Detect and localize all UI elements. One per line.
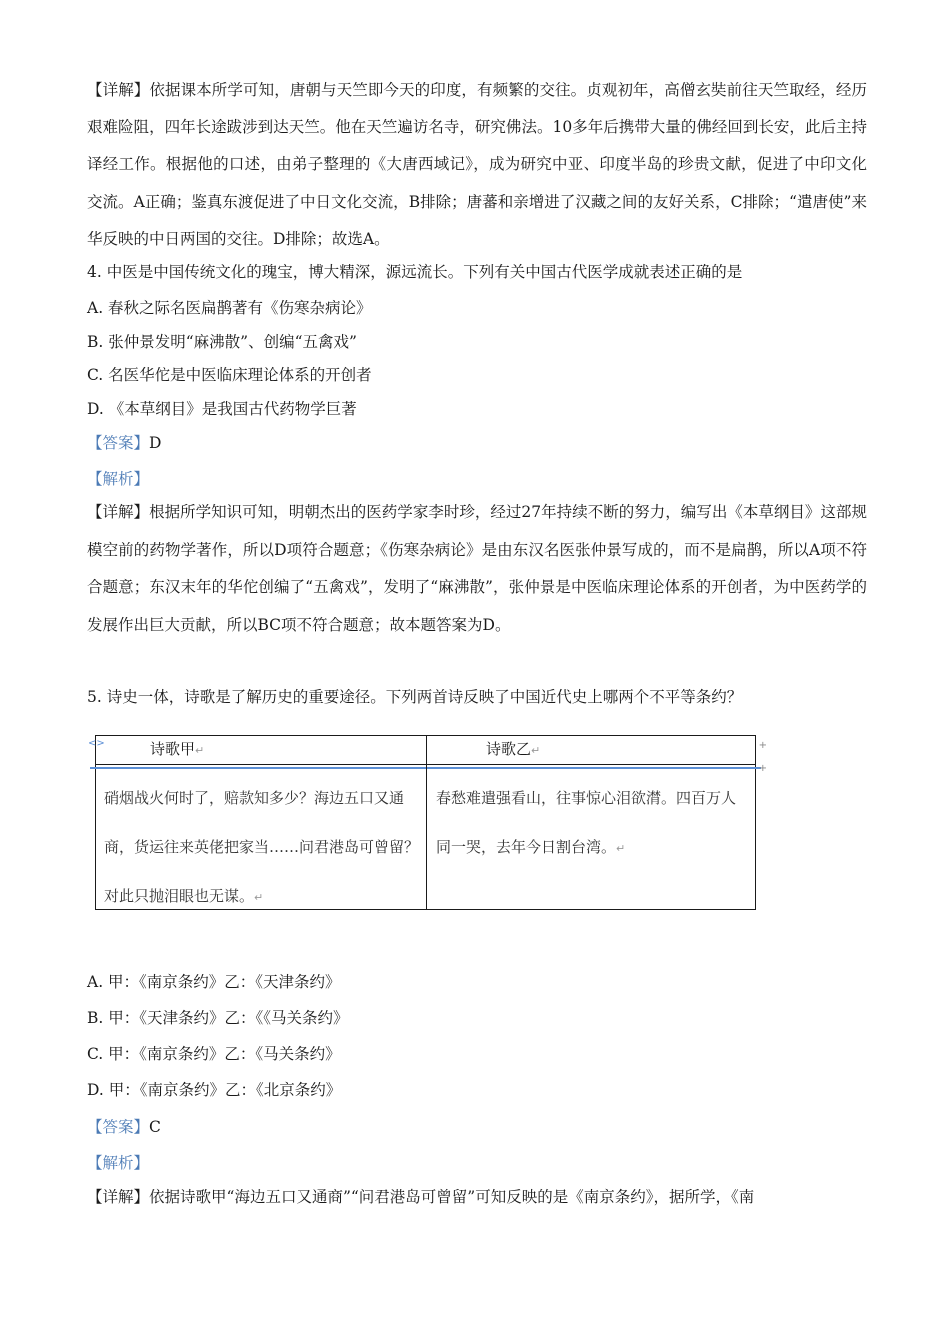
q4-option-c: C. 名医华佗是中医临床理论体系的开创者 bbox=[87, 366, 372, 384]
poem-table bbox=[88, 735, 767, 910]
poem-a-cell[interactable] bbox=[104, 774, 422, 922]
q5-analysis-tag: 【解析】 bbox=[87, 1154, 150, 1172]
q5-option-b: B. 甲：《天津条约》乙：《《马关条约》 bbox=[87, 1009, 349, 1027]
q5-stem: 5. 诗史一体，诗歌是了解历史的重要途径。下列两首诗反映了中国近代史上哪两个不平等条约？ bbox=[87, 688, 743, 706]
q5-option-a: A. 甲：《南京条约》乙：《天津条约》 bbox=[87, 973, 341, 991]
detail-tag: 【详解】 bbox=[87, 81, 150, 99]
return-mark: ↵ bbox=[616, 842, 626, 855]
answer-tag: 【答案】 bbox=[87, 1118, 150, 1136]
q4-analysis-tag: 【解析】 bbox=[87, 470, 150, 488]
table-column-divider[interactable] bbox=[426, 736, 427, 909]
q4-detail-text: 根据所学知识可知，明朝杰出的医药学家李时珍，经过27年持续不断的努力，编写出《本草纲目》这部规模空前的药物学著作，所以D项符合题意；《伤寒杂病论》是由东汉名医张仲景写成的，而不是扁鹊，所以A项不符合题意；东汉末年的华佗创编了“五禽戏”，发明了“麻沸散”，张仲景是中医临床理论体系的开创者，为中医药学的发展作出巨大贡献，所以BC项不符合题意；故本题答案为D。 bbox=[87, 503, 867, 634]
q4-answer-line bbox=[87, 425, 867, 462]
insert-row-plus-icon[interactable]: + bbox=[758, 740, 767, 751]
q5-answer: C bbox=[149, 1118, 161, 1136]
poem-b-text: 春愁难遣强看山，往事惊心泪欲潸。四百万人同一哭，去年今日割台湾。 bbox=[436, 789, 737, 856]
table-header-poem-a bbox=[150, 736, 204, 764]
q5-answer-line bbox=[87, 1109, 867, 1146]
poem-b-cell[interactable] bbox=[436, 774, 750, 873]
q5-detail-text: 依据诗歌甲“海边五口又通商”“问君港岛可曾留”可知反映的是《南京条约》，据所学，《南 bbox=[149, 1188, 755, 1206]
q3-detail-paragraph bbox=[87, 72, 867, 258]
q5-option-c: C. 甲：《南京条约》乙：《马关条约》 bbox=[87, 1045, 341, 1063]
header-b-text: 诗歌乙 bbox=[486, 740, 532, 758]
insert-row-plus-icon-2[interactable]: + bbox=[758, 763, 767, 774]
q5-detail-paragraph bbox=[87, 1179, 867, 1216]
q3-detail-text: 依据课本所学可知，唐朝与天竺即今天的印度，有频繁的交往。贞观初年，高僧玄奘前往天竺取经，经历艰难险阻，四年长途跋涉到达天竺。他在天竺遍访名寺，研究佛法。10多年后携带大量的佛经回到长安，此后主持译经工作。根据他的口述，由弟子整理的《大唐西域记》，成为研究中亚、印度半岛的珍贵文献，促进了中印文化交流。A正确；鉴真东渡促进了中日文化交流，B排除；唐蕃和亲增进了汉藏之间的友好关系，C排除；“遣唐使”来华反映的中日两国的交往。D排除；故选A。 bbox=[87, 81, 867, 248]
q4-stem: 4. 中医是中国传统文化的瑰宝，博大精深，源远流长。下列有关中国古代医学成就表述正确的是 bbox=[87, 263, 743, 281]
detail-tag: 【详解】 bbox=[87, 503, 150, 521]
q5-option-d: D. 甲：《南京条约》乙：《北京条约》 bbox=[87, 1081, 342, 1099]
answer-tag: 【答案】 bbox=[87, 434, 150, 452]
q4-option-a: A. 春秋之际名医扁鹊著有《伤寒杂病论》 bbox=[87, 299, 372, 317]
return-mark: ↵ bbox=[254, 891, 264, 904]
q4-detail-paragraph bbox=[87, 494, 867, 644]
q4-answer: D bbox=[149, 434, 162, 452]
detail-tag: 【详解】 bbox=[87, 1188, 150, 1206]
poem-a-text: 硝烟战火何时了，赔款知多少？海边五口又通商，货运往来英佬把家当……问君港岛可曾留？对此只抛泪眼也无谋。 bbox=[104, 789, 420, 905]
table-header-poem-b bbox=[486, 736, 540, 764]
return-mark: ↵ bbox=[531, 744, 541, 757]
q4-option-d: D. 《本草纲目》是我国古代药物学巨著 bbox=[87, 400, 357, 418]
return-mark: ↵ bbox=[195, 744, 205, 757]
header-a-text: 诗歌甲 bbox=[150, 740, 196, 758]
q4-option-b: B. 张仲景发明“麻沸散”、创编“五禽戏” bbox=[87, 333, 357, 351]
table-move-handle[interactable]: <> bbox=[88, 738, 105, 749]
